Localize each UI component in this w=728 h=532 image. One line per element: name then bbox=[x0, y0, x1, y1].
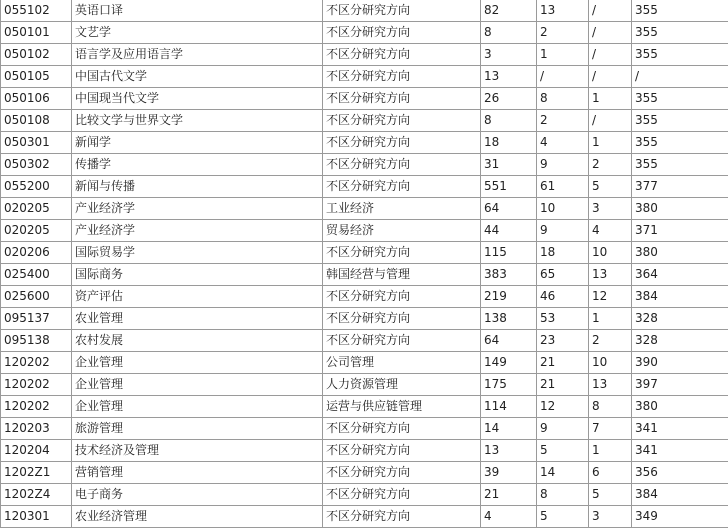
code-cell: 020205 bbox=[1, 220, 72, 242]
score-cell: 364 bbox=[632, 264, 728, 286]
exempt-cell: 1 bbox=[589, 308, 632, 330]
table-row bbox=[1, 506, 728, 528]
score-cell: 380 bbox=[632, 198, 728, 220]
code-cell: 050301 bbox=[1, 132, 72, 154]
direction-cell: 不区分研究方向 bbox=[323, 330, 481, 352]
code-cell: 050105 bbox=[1, 66, 72, 88]
table-row bbox=[1, 462, 728, 484]
code-cell: 050302 bbox=[1, 154, 72, 176]
applicants-cell: 26 bbox=[481, 88, 537, 110]
applicants-cell: 8 bbox=[481, 22, 537, 44]
exempt-cell: 4 bbox=[589, 220, 632, 242]
exempt-cell: 1 bbox=[589, 440, 632, 462]
table-row bbox=[1, 198, 728, 220]
major-cell: 传播学 bbox=[72, 154, 323, 176]
major-cell: 中国现当代文学 bbox=[72, 88, 323, 110]
major-cell: 企业管理 bbox=[72, 352, 323, 374]
major-cell: 新闻学 bbox=[72, 132, 323, 154]
major-cell: 旅游管理 bbox=[72, 418, 323, 440]
applicants-cell: 39 bbox=[481, 462, 537, 484]
code-cell: 025400 bbox=[1, 264, 72, 286]
major-cell: 技术经济及管理 bbox=[72, 440, 323, 462]
direction-cell: 贸易经济 bbox=[323, 220, 481, 242]
applicants-cell: 82 bbox=[481, 0, 537, 22]
table-row bbox=[1, 110, 728, 132]
admitted-cell: 46 bbox=[537, 286, 589, 308]
code-cell: 055102 bbox=[1, 0, 72, 22]
admitted-cell: 53 bbox=[537, 308, 589, 330]
score-cell: 328 bbox=[632, 330, 728, 352]
score-cell: 355 bbox=[632, 88, 728, 110]
exempt-cell: 13 bbox=[589, 264, 632, 286]
score-cell: 384 bbox=[632, 286, 728, 308]
direction-cell: 不区分研究方向 bbox=[323, 44, 481, 66]
admitted-cell: 5 bbox=[537, 440, 589, 462]
table-row bbox=[1, 242, 728, 264]
applicants-cell: 13 bbox=[481, 440, 537, 462]
applicants-cell: 149 bbox=[481, 352, 537, 374]
exempt-cell: / bbox=[589, 66, 632, 88]
score-cell: 349 bbox=[632, 506, 728, 528]
table-row bbox=[1, 396, 728, 418]
direction-cell: 不区分研究方向 bbox=[323, 88, 481, 110]
table-row bbox=[1, 484, 728, 506]
code-cell: 050101 bbox=[1, 22, 72, 44]
direction-cell: 不区分研究方向 bbox=[323, 110, 481, 132]
direction-cell: 不区分研究方向 bbox=[323, 176, 481, 198]
table-row bbox=[1, 154, 728, 176]
table-row bbox=[1, 264, 728, 286]
direction-cell: 不区分研究方向 bbox=[323, 462, 481, 484]
admitted-cell: 13 bbox=[537, 0, 589, 22]
code-cell: 055200 bbox=[1, 176, 72, 198]
table-row bbox=[1, 22, 728, 44]
direction-cell: 不区分研究方向 bbox=[323, 308, 481, 330]
code-cell: 050108 bbox=[1, 110, 72, 132]
code-cell: 120204 bbox=[1, 440, 72, 462]
score-cell: 377 bbox=[632, 176, 728, 198]
direction-cell: 公司管理 bbox=[323, 352, 481, 374]
direction-cell: 不区分研究方向 bbox=[323, 66, 481, 88]
exempt-cell: 13 bbox=[589, 374, 632, 396]
major-cell: 产业经济学 bbox=[72, 220, 323, 242]
exempt-cell: 6 bbox=[589, 462, 632, 484]
code-cell: 020206 bbox=[1, 242, 72, 264]
admitted-cell: 65 bbox=[537, 264, 589, 286]
admitted-cell: 12 bbox=[537, 396, 589, 418]
direction-cell: 人力资源管理 bbox=[323, 374, 481, 396]
exempt-cell: 3 bbox=[589, 198, 632, 220]
applicants-cell: 44 bbox=[481, 220, 537, 242]
exempt-cell: 10 bbox=[589, 242, 632, 264]
major-cell: 农业经济管理 bbox=[72, 506, 323, 528]
applicants-cell: 4 bbox=[481, 506, 537, 528]
applicants-cell: 13 bbox=[481, 66, 537, 88]
table-row bbox=[1, 0, 728, 22]
admitted-cell: 2 bbox=[537, 22, 589, 44]
score-cell: / bbox=[632, 66, 728, 88]
score-cell: 355 bbox=[632, 22, 728, 44]
major-cell: 企业管理 bbox=[72, 374, 323, 396]
table-row bbox=[1, 352, 728, 374]
score-cell: 328 bbox=[632, 308, 728, 330]
exempt-cell: / bbox=[589, 0, 632, 22]
direction-cell: 运营与供应链管理 bbox=[323, 396, 481, 418]
code-cell: 120202 bbox=[1, 352, 72, 374]
applicants-cell: 3 bbox=[481, 44, 537, 66]
direction-cell: 不区分研究方向 bbox=[323, 484, 481, 506]
direction-cell: 不区分研究方向 bbox=[323, 440, 481, 462]
admitted-cell: 18 bbox=[537, 242, 589, 264]
major-cell: 资产评估 bbox=[72, 286, 323, 308]
major-cell: 英语口译 bbox=[72, 0, 323, 22]
score-cell: 380 bbox=[632, 242, 728, 264]
score-cell: 355 bbox=[632, 154, 728, 176]
major-cell: 比较文学与世界文学 bbox=[72, 110, 323, 132]
code-cell: 050106 bbox=[1, 88, 72, 110]
direction-cell: 不区分研究方向 bbox=[323, 506, 481, 528]
major-cell: 文艺学 bbox=[72, 22, 323, 44]
applicants-cell: 219 bbox=[481, 286, 537, 308]
exempt-cell: / bbox=[589, 22, 632, 44]
major-cell: 产业经济学 bbox=[72, 198, 323, 220]
admitted-cell: 10 bbox=[537, 198, 589, 220]
exempt-cell: 1 bbox=[589, 88, 632, 110]
score-cell: 355 bbox=[632, 110, 728, 132]
major-cell: 国际商务 bbox=[72, 264, 323, 286]
code-cell: 120202 bbox=[1, 374, 72, 396]
applicants-cell: 21 bbox=[481, 484, 537, 506]
applicants-cell: 115 bbox=[481, 242, 537, 264]
score-cell: 390 bbox=[632, 352, 728, 374]
score-cell: 384 bbox=[632, 484, 728, 506]
score-cell: 397 bbox=[632, 374, 728, 396]
admitted-cell: 61 bbox=[537, 176, 589, 198]
exempt-cell: 2 bbox=[589, 154, 632, 176]
direction-cell: 韩国经营与管理 bbox=[323, 264, 481, 286]
exempt-cell: 2 bbox=[589, 330, 632, 352]
score-cell: 380 bbox=[632, 396, 728, 418]
score-cell: 355 bbox=[632, 132, 728, 154]
table-row bbox=[1, 286, 728, 308]
code-cell: 025600 bbox=[1, 286, 72, 308]
table-row bbox=[1, 220, 728, 242]
applicants-cell: 18 bbox=[481, 132, 537, 154]
admitted-cell: 21 bbox=[537, 352, 589, 374]
direction-cell: 不区分研究方向 bbox=[323, 22, 481, 44]
table-row bbox=[1, 374, 728, 396]
table-row bbox=[1, 330, 728, 352]
applicants-cell: 551 bbox=[481, 176, 537, 198]
code-cell: 1202Z1 bbox=[1, 462, 72, 484]
major-cell: 农村发展 bbox=[72, 330, 323, 352]
admitted-cell: 8 bbox=[537, 88, 589, 110]
admitted-cell: / bbox=[537, 66, 589, 88]
major-cell: 营销管理 bbox=[72, 462, 323, 484]
exempt-cell: 7 bbox=[589, 418, 632, 440]
score-cell: 371 bbox=[632, 220, 728, 242]
major-cell: 农业管理 bbox=[72, 308, 323, 330]
code-cell: 095137 bbox=[1, 308, 72, 330]
admitted-cell: 21 bbox=[537, 374, 589, 396]
applicants-cell: 14 bbox=[481, 418, 537, 440]
table-row bbox=[1, 88, 728, 110]
direction-cell: 不区分研究方向 bbox=[323, 242, 481, 264]
major-cell: 语言学及应用语言学 bbox=[72, 44, 323, 66]
code-cell: 095138 bbox=[1, 330, 72, 352]
exempt-cell: 8 bbox=[589, 396, 632, 418]
major-cell: 电子商务 bbox=[72, 484, 323, 506]
table-row bbox=[1, 176, 728, 198]
table-row bbox=[1, 440, 728, 462]
score-cell: 341 bbox=[632, 440, 728, 462]
code-cell: 120202 bbox=[1, 396, 72, 418]
admitted-cell: 9 bbox=[537, 220, 589, 242]
applicants-cell: 64 bbox=[481, 330, 537, 352]
major-cell: 企业管理 bbox=[72, 396, 323, 418]
direction-cell: 不区分研究方向 bbox=[323, 154, 481, 176]
applicants-cell: 31 bbox=[481, 154, 537, 176]
table-row bbox=[1, 132, 728, 154]
table-body bbox=[1, 0, 728, 528]
direction-cell: 不区分研究方向 bbox=[323, 286, 481, 308]
admitted-cell: 9 bbox=[537, 154, 589, 176]
applicants-cell: 175 bbox=[481, 374, 537, 396]
direction-cell: 工业经济 bbox=[323, 198, 481, 220]
admitted-cell: 23 bbox=[537, 330, 589, 352]
code-cell: 120301 bbox=[1, 506, 72, 528]
score-cell: 355 bbox=[632, 44, 728, 66]
score-cell: 356 bbox=[632, 462, 728, 484]
exempt-cell: 5 bbox=[589, 484, 632, 506]
admitted-cell: 2 bbox=[537, 110, 589, 132]
applicants-cell: 8 bbox=[481, 110, 537, 132]
exempt-cell: / bbox=[589, 44, 632, 66]
admitted-cell: 8 bbox=[537, 484, 589, 506]
code-cell: 050102 bbox=[1, 44, 72, 66]
code-cell: 020205 bbox=[1, 198, 72, 220]
direction-cell: 不区分研究方向 bbox=[323, 0, 481, 22]
exempt-cell: 3 bbox=[589, 506, 632, 528]
exempt-cell: 12 bbox=[589, 286, 632, 308]
exempt-cell: 1 bbox=[589, 132, 632, 154]
code-cell: 1202Z4 bbox=[1, 484, 72, 506]
direction-cell: 不区分研究方向 bbox=[323, 132, 481, 154]
table-row bbox=[1, 66, 728, 88]
score-cell: 355 bbox=[632, 0, 728, 22]
table-row bbox=[1, 44, 728, 66]
exempt-cell: 5 bbox=[589, 176, 632, 198]
score-cell: 341 bbox=[632, 418, 728, 440]
admitted-cell: 14 bbox=[537, 462, 589, 484]
admitted-cell: 4 bbox=[537, 132, 589, 154]
admitted-cell: 9 bbox=[537, 418, 589, 440]
admitted-cell: 1 bbox=[537, 44, 589, 66]
applicants-cell: 138 bbox=[481, 308, 537, 330]
applicants-cell: 114 bbox=[481, 396, 537, 418]
exempt-cell: 10 bbox=[589, 352, 632, 374]
applicants-cell: 64 bbox=[481, 198, 537, 220]
exempt-cell: / bbox=[589, 110, 632, 132]
code-cell: 120203 bbox=[1, 418, 72, 440]
admitted-cell: 5 bbox=[537, 506, 589, 528]
table-row bbox=[1, 308, 728, 330]
table-row bbox=[1, 418, 728, 440]
major-cell: 国际贸易学 bbox=[72, 242, 323, 264]
major-cell: 中国古代文学 bbox=[72, 66, 323, 88]
direction-cell: 不区分研究方向 bbox=[323, 418, 481, 440]
applicants-cell: 383 bbox=[481, 264, 537, 286]
major-cell: 新闻与传播 bbox=[72, 176, 323, 198]
